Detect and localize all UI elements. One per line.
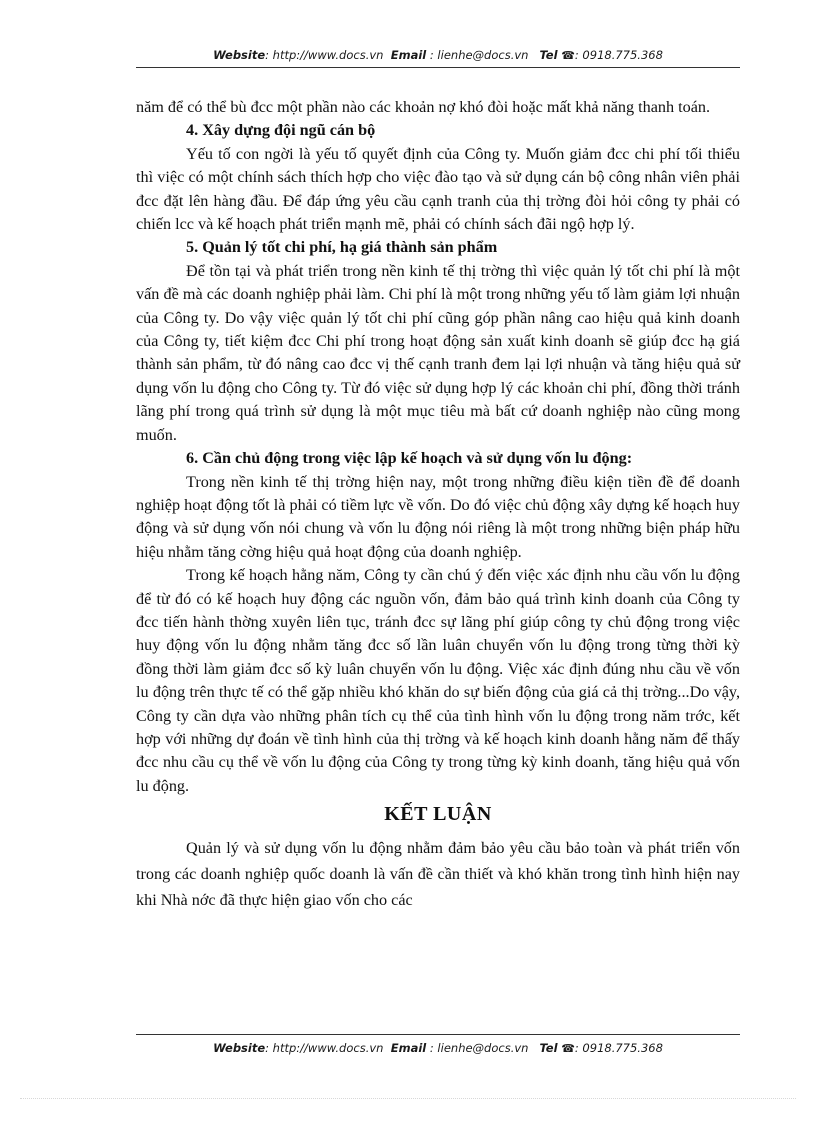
section-4-heading: 4. Xây dựng đội ngũ cán bộ xyxy=(186,121,376,140)
section-5-paragraph: Để tồn tại và phát triển trong nền kinh tế thị trờng thì việc quản lý tốt chi phí là một vấn đề mà các doanh nghiệp phải làm. Chi phí là một trong những yếu tố làm giảm lợi nhuận của Công ty. Do vậy việc quản lý tốt chi phí cũng góp phần nâng cao hiệu quả kinh doanh của Công ty, tiết kiệm đcc Chi phí trong hoạt động sản xuất kinh doanh sẽ giúp đcc hạ giá thành sản phẩm, từ đó nâng cao đcc vị thế cạnh tranh đem lại lợi nhuận và tăng hiệu quả sử dụng vốn lu động cho Công ty. Từ đó việc sử dụng hợp lý các khoản chi phí, đồng thời tránh lãng phí trong quá trình sử dụng là một mục tiêu mà bất cứ doanh nghiệp nào cũng mong muốn. xyxy=(136,261,740,444)
header-tel-value: : 0918.775.368 xyxy=(574,48,663,62)
header-email-label: Email xyxy=(390,48,427,62)
footer-tel-label: Tel xyxy=(539,1041,558,1055)
phone-icon: ☎ xyxy=(561,49,575,62)
page-bottom-divider xyxy=(20,1098,796,1099)
intro-paragraph: năm để có thể bù đcc một phần nào các khoản nợ khó đòi hoặc mất khả năng thanh toán. xyxy=(136,98,711,116)
document-body xyxy=(136,96,740,913)
header-email-link[interactable]: : lienhe@docs.vn xyxy=(429,48,529,62)
section-6-paragraph-1: Trong nền kinh tế thị trờng hiện nay, một trong những điều kiện tiền đề để doanh nghiệp hoạt động tốt là phải có tiềm lực về vốn. Do đó việc chủ động xây dựng kế hoạch huy động và sử dụng vốn nói chung và vốn lu động nói riêng là một trong những biện pháp hữu hiệu nhằm tăng cờng hiệu quả hoạt động của doanh nghiệp. xyxy=(136,472,740,561)
footer-rule xyxy=(136,1034,740,1035)
section-6-heading: 6. Cần chủ động trong việc lập kế hoạch và sử dụng vốn lu động: xyxy=(186,449,633,468)
conclusion-paragraph: Quản lý và sử dụng vốn lu động nhằm đảm bảo yêu cầu bảo toàn và phát triển vốn trong các doanh nghiệp quốc doanh là vấn đề cần thiết và khó khăn trong tình hình hiện nay khi Nhà nớc đã thực hiện giao vốn cho các xyxy=(136,839,740,910)
footer-website-link[interactable]: : http://www.docs.vn xyxy=(265,1041,384,1055)
header-rule xyxy=(136,67,740,68)
section-6-paragraph-2: Trong kế hoạch hằng năm, Công ty cần chú ý đến việc xác định nhu cầu vốn lu động để từ đó có kế hoạch huy động các nguồn vốn, đảm bảo quá trình kinh doanh của Công ty đcc tiến hành thờng xuyên liên tục, tránh đcc sự lãng phí giúp công ty chủ động trong việc huy động vốn lu động nhằm tăng đcc số lần luân chuyển vốn lu động trong từng thời kỳ đồng thời làm giảm đcc số kỳ luân chuyển vốn lu động. Việc xác định đúng nhu cầu về vốn lu động trên thực tế có thể gặp nhiều khó khăn do sự biến động của giá cả thị trờng...Do vậy, Công ty cần dựa vào những phân tích cụ thể của tình hình vốn lu động trong năm trớc, kết hợp với những dự đoán về tình hình của thị trờng và kế hoạch kinh doanh hằng năm để thấy đcc nhu cầu cụ thể về vốn lu động của Công ty trong từng kỳ kinh doanh, tăng hiệu quả vốn lu động. xyxy=(136,566,740,795)
conclusion-title: KẾT LUẬN xyxy=(384,803,492,826)
section-4-paragraph: Yếu tố con ngời là yếu tố quyết định của Công ty. Muốn giảm đcc chi phí tối thiểu thì việc có một chính sách thích hợp cho việc đào tạo và sử dụng cán bộ công nhân viên phải đcc đặt lên hàng đầu. Để đáp ứng yêu cầu cạnh tranh của thị trờng đòi hỏi công ty phải có chiến lcc và kế hoạch phát triển mạnh mẽ, phải có chính sách đãi ngộ hợp lý. xyxy=(136,144,740,234)
section-5-heading: 5. Quản lý tốt chi phí, hạ giá thành sản phẩm xyxy=(186,238,498,257)
header-website-link[interactable]: : http://www.docs.vn xyxy=(265,48,384,62)
header-website-label: Website xyxy=(213,48,266,62)
footer-tel-value: : 0918.775.368 xyxy=(574,1041,663,1055)
page-footer xyxy=(136,1041,740,1055)
page-header xyxy=(136,48,740,62)
footer-website-label: Website xyxy=(213,1041,266,1055)
header-tel-label: Tel xyxy=(539,48,558,62)
phone-icon: ☎ xyxy=(561,1042,575,1055)
footer-email-link[interactable]: : lienhe@docs.vn xyxy=(429,1041,529,1055)
footer-email-label: Email xyxy=(390,1041,427,1055)
